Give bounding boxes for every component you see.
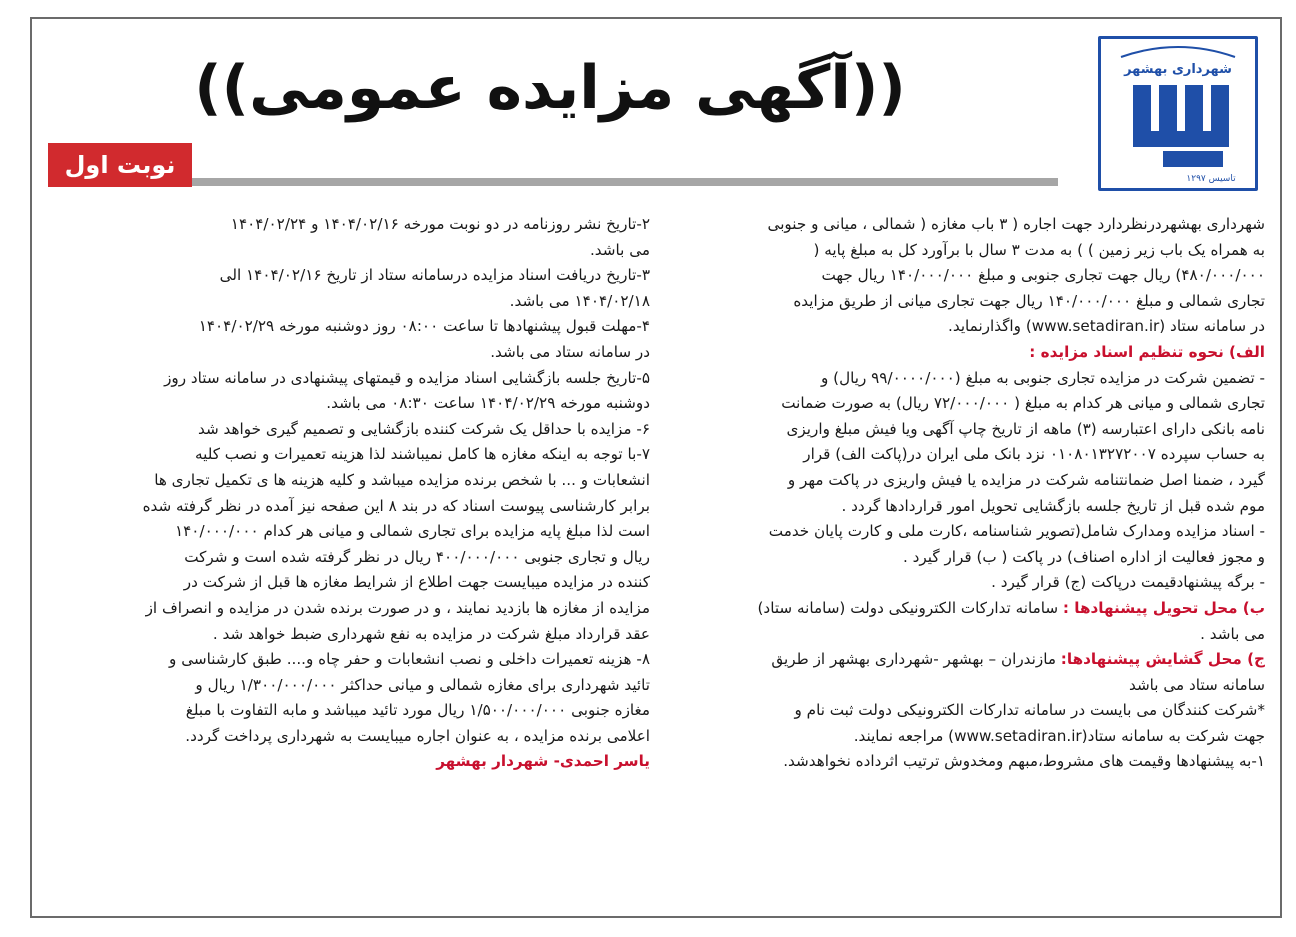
text-line: می باشد. [589, 240, 650, 259]
municipality-logo [1098, 36, 1258, 191]
text-line: ۷-با توجه به اینکه مغازه ها کامل نمیباشند لذا هزینه تعمیرات و نصب کلیه [195, 445, 650, 464]
section-b-heading: ب) محل تحویل پیشنهادها : [1062, 598, 1265, 617]
text-line: - اسناد مزایده ومدارک شامل(تصویر شناسنامه ،کارت ملی و کارت پایان خدمت [768, 522, 1265, 541]
section-c-text: مازندران – بهشهر -شهرداری بهشهر از طریق [771, 650, 1056, 669]
text-line: ۴-مهلت قبول پیشنهادها تا ساعت ۰۸:۰۰ روز دوشنبه مورخه ۱۴۰۴/۰۲/۲۹ [198, 317, 650, 336]
text-line: و مجوز فعالیت از اداره اصناف) در پاکت ( ب) قرار گیرد . [903, 547, 1265, 566]
text-line: تجاری شمالی و مبلغ ۱۴۰/۰۰۰/۰۰۰ ریال جهت تجاری میانی از طریق مزایده [793, 291, 1265, 310]
text-line: ۳-تاریخ دریافت اسناد مزایده درسامانه ستاد از تاریخ ۱۴۰۴/۰۲/۱۶ الی [219, 266, 650, 285]
text-line: عقد قرارداد مبلغ شرکت در مزایده به نفع شهرداری ضبط خواهد شد . [212, 624, 650, 643]
text-line: *شرکت کنندگان می بایست در سامانه تدارکات الکترونیکی دولت ثبت نام و [794, 701, 1265, 720]
text-line: برابر کارشناسی پیوست اسناد که در بند ۸ این صفحه نیز آمده در نظر گرفته شده [142, 496, 650, 515]
text-line: مغازه جنوبی ۱/۵۰۰/۰۰۰/۰۰۰ ریال مورد تائید میباشد و مابه التفاوت با مبلغ [185, 701, 650, 720]
text-line: گیرد ، ضمنا اصل ضمانتنامه شرکت در مزایده یا فیش واریزی در پاکت مهر و [787, 470, 1265, 489]
text-line: ریال و تجاری جنوبی ۴۰۰/۰۰۰/۰۰۰ ریال در نظر گرفته شده است و شرکت [184, 547, 650, 566]
text-line: جهت شرکت به سامانه ستاد(www.setadiran.ir) مراجعه نمایند. [853, 726, 1265, 745]
text-line: ۱-به پیشنهادها وقیمت های مشروط،مبهم ومخدوش ترتیب اثرداده نخواهدشد. [783, 752, 1265, 771]
text-line: ۱۴۰۴/۰۲/۱۸ می باشد. [509, 291, 650, 310]
section-c-heading: ج) محل گشایش پیشنهادها: [1060, 650, 1265, 669]
text-line: مزایده از مغازه ها بازدید نمایند ، و در صورت برنده شدن در مزایده و انصراف از [145, 598, 650, 617]
text-line: به حساب سپرده ۰۱۰۸۰۱۳۲۷۲۰۰۷ نزد بانک ملی ایران در(پاکت الف) قرار [803, 445, 1265, 464]
text-line: سامانه ستاد می باشد [1128, 675, 1265, 694]
round-badge: نوبت اول [48, 143, 192, 187]
text-line: اعلامی برنده مزایده ، به عنوان اجاره میبایست به شهرداری پرداخت گردد. [185, 726, 650, 745]
notice-title: ((آگهی مزایده عمومی)) [194, 53, 906, 123]
logo-caption: شهرداری بهشهر [1124, 62, 1232, 77]
left-column [44, 212, 650, 775]
text-line: ۶- مزایده با حداقل یک شرکت کننده بازگشایی و تصمیم گیری خواهد شد [198, 419, 650, 438]
text-line: در سامانه ستاد (www.setadiran.ir) واگذارنماید. [948, 317, 1265, 336]
text-line: دوشنبه مورخه ۱۴۰۴/۰۲/۲۹ ساعت ۰۸:۳۰ می باشد. [326, 394, 650, 413]
text-line: در سامانه ستاد می باشد. [490, 342, 650, 361]
section-c-line [667, 647, 1265, 673]
text-line: نامه بانکی دارای اعتبارسه (۳) ماهه از تاریخ چاپ آگهی ویا فیش مبلغ واریزی [786, 419, 1265, 438]
text-line: موم شده قبل از تاریخ جلسه بازگشایی تحویل امور قراردادها گردد . [841, 496, 1265, 515]
text-line: است لذا مبلغ پایه مزایده برای تجاری شمالی و میانی هر کدام ۱۴۰/۰۰۰/۰۰۰ [174, 522, 650, 541]
text-line: ۴۸۰/۰۰۰/۰۰۰) ریال جهت تجاری جنوبی و مبلغ ۱۴۰/۰۰۰/۰۰۰ ریال جهت [821, 266, 1265, 285]
text-line: ۵-تاریخ جلسه بازگشایی اسناد مزایده و قیمتهای پیشنهادی در سامانه ستاد روز [164, 368, 650, 387]
text-line: ۲-تاریخ نشر روزنامه در دو نوبت مورخه ۱۴۰۴/۰۲/۱۶ و ۱۴۰۴/۰۲/۲۴ [230, 215, 650, 233]
section-b-line [667, 596, 1265, 622]
text-line: ۸- هزینه تعمیرات داخلی و نصب انشعابات و حفر چاه و.... طبق کارشناسی و [169, 650, 650, 669]
text-line: - تضمین شرکت در مزایده تجاری جنوبی به مبلغ (۹۹/۰۰۰۰/۰۰۰ ریال) و [821, 368, 1265, 387]
text-line: کننده در مزایده میبایست جهت اطلاع از شرایط مغازه ها قبل از شرکت در [183, 573, 650, 592]
text-line: - برگه پیشنهادقیمت درپاکت (ج) قرار گیرد . [991, 573, 1265, 592]
logo-founded: تاسیس ۱۲۹۷ [1186, 174, 1236, 184]
right-column [667, 212, 1265, 775]
text-line: انشعابات و ... با شخص برنده مزایده میباشد و کلیه هزینه ها ی تکمیل تجاری ها [154, 470, 650, 489]
section-b-text: سامانه تدارکات الکترونیکی دولت (سامانه ستاد) [757, 598, 1059, 617]
text-line: می باشد . [1200, 624, 1265, 643]
signature: یاسر احمدی- شهردار بهشهر [436, 752, 650, 771]
section-a-heading: الف) نحوه تنظیم اسناد مزایده : [1029, 342, 1265, 361]
text-line: به همراه یک باب زیر زمین ) ) به مدت ۳ سال با برآورد کل به مبلغ پایه ( [813, 240, 1265, 259]
header-divider [192, 178, 1058, 186]
text-line: شهرداری بهشهردرنظردارد جهت اجاره ( ۳ باب مغازه ( شمالی ، میانی و جنوبی [767, 215, 1265, 233]
text-line: تجاری شمالی و میانی هر کدام به مبلغ ( ۷۲/۰۰۰/۰۰۰ ریال) به صورت ضمانت [781, 394, 1265, 413]
text-line: تائید شهرداری برای مغازه شمالی و میانی حداکثر ۱/۳۰۰/۰۰۰/۰۰۰ ریال و [195, 675, 650, 694]
